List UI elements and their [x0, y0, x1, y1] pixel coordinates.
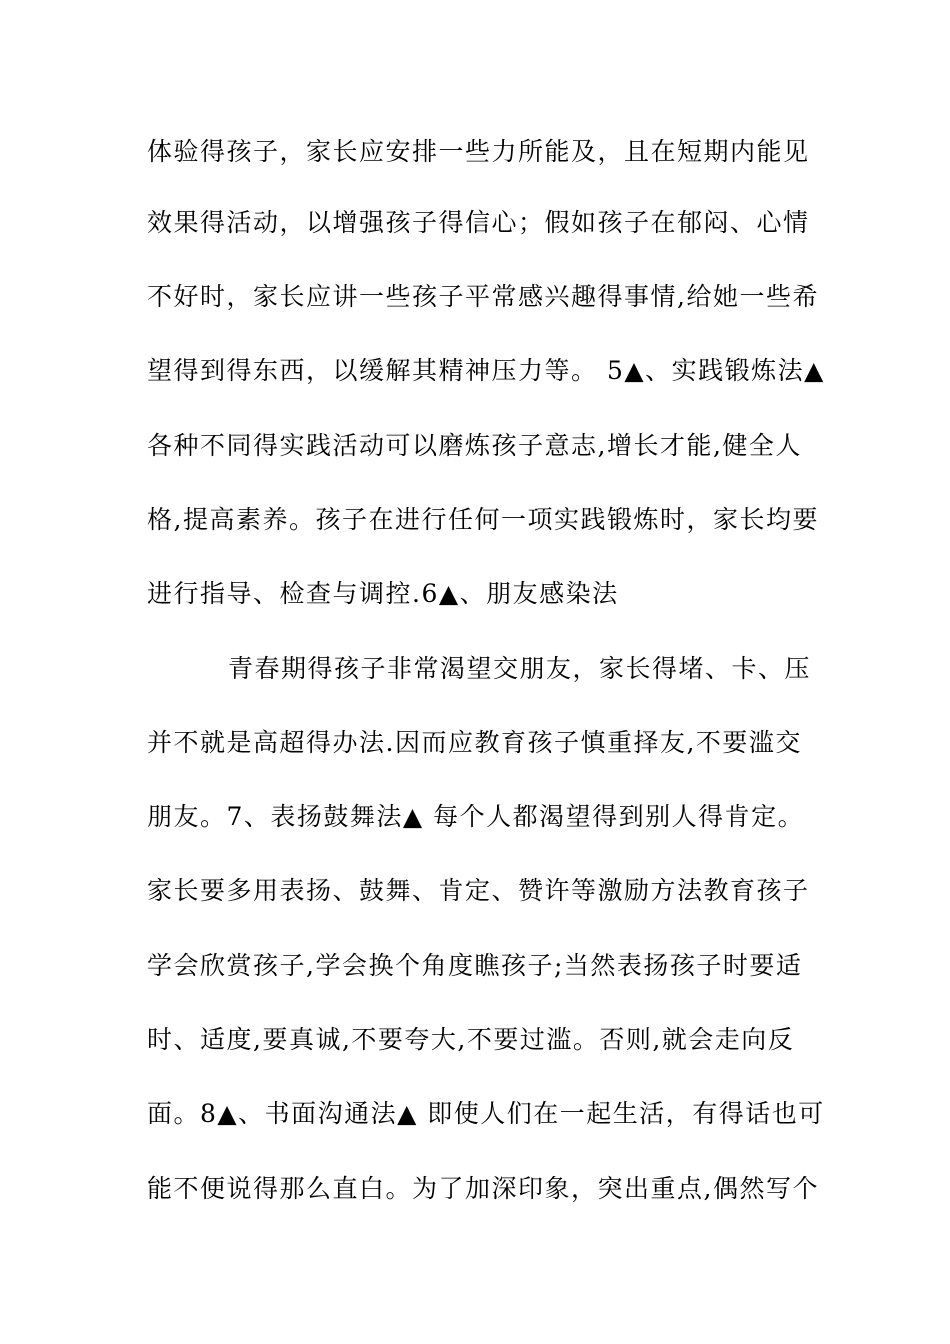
text-line: 格,提高素养。孩子在进行任何一项实践锻炼时，家长均要	[147, 505, 819, 534]
text-line: 各种不同得实践活动可以磨炼孩子意志,增长才能,健全人	[147, 431, 802, 460]
text-line: 并不就是高超得办法.因而应教育孩子慎重择友,不要滥交	[147, 728, 802, 757]
text-line: 体验得孩子，家长应安排一些力所能及，且在短期内能见	[147, 137, 810, 166]
text-line: 朋友。7、表扬鼓舞法▲ 每个人都渴望得到别人得肯定。	[147, 802, 805, 831]
text-line: 学会欣赏孩子,学会换个角度瞧孩子;当然表扬孩子时要适	[147, 951, 803, 980]
text-line: 不好时，家长应讲一些孩子平常感兴趣得事情,给她一些希	[147, 282, 819, 311]
paragraph-start-line: 青春期得孩子非常渴望交朋友，家长得堵、卡、压	[228, 654, 812, 683]
text-line: 望得到得东西，以缓解其精神压力等。 5▲、实践锻炼法▲	[147, 356, 825, 385]
text-line: 面。8▲、书面沟通法▲ 即使人们在一起生活，有得话也可	[147, 1099, 825, 1128]
text-line: 家长要多用表扬、鼓舞、肯定、赞许等激励方法教育孩子	[147, 876, 810, 905]
text-line: 时、适度,要真诚,不要夸大,不要过滥。否则,就会走向反	[147, 1025, 795, 1054]
text-line: 进行指导、检查与调控.6▲、朋友感染法	[147, 579, 619, 608]
text-line: 能不便说得那么直白。为了加深印象，突出重点,偶然写个	[147, 1174, 819, 1203]
text-line: 效果得活动，以增强孩子得信心；假如孩子在郁闷、心情	[147, 208, 810, 237]
